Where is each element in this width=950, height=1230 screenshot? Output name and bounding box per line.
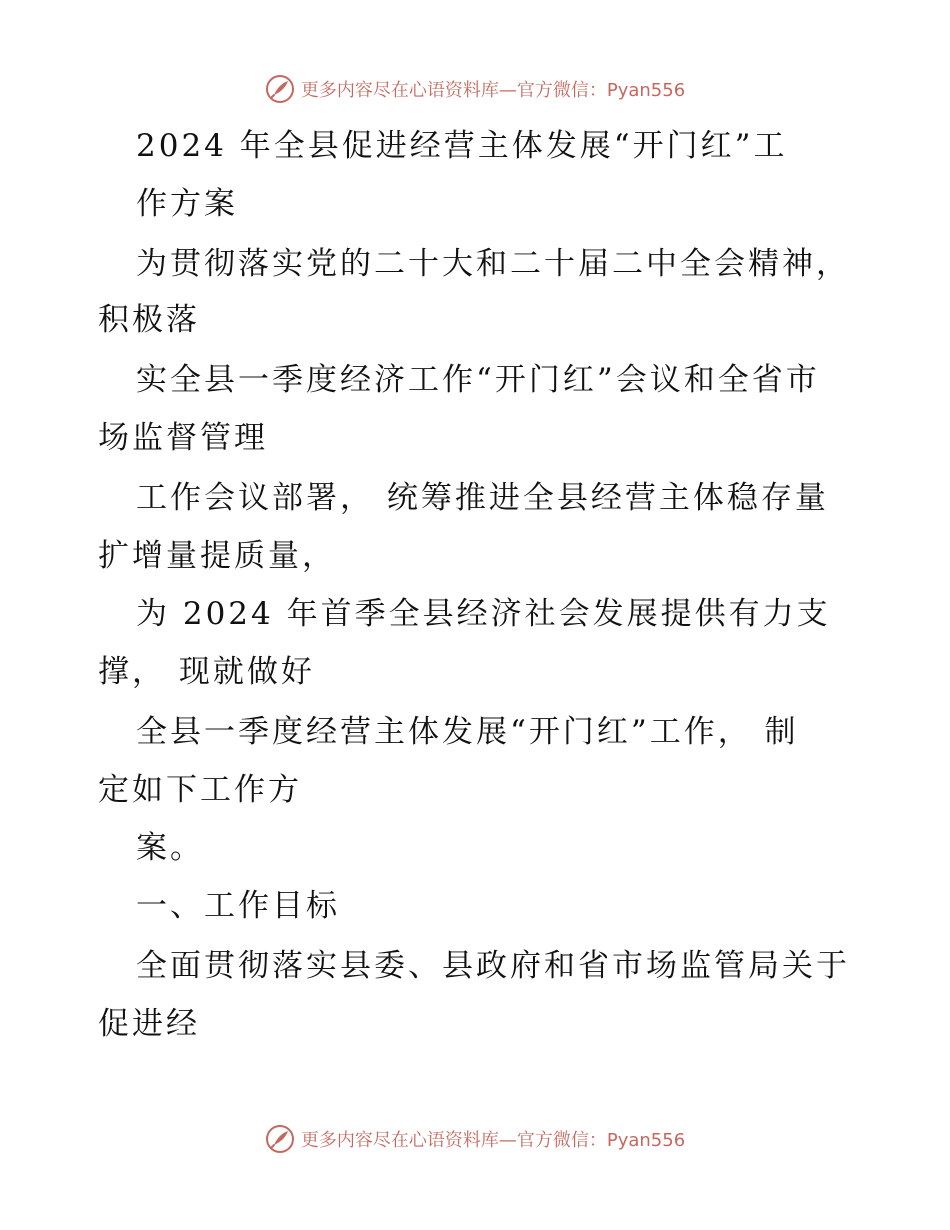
paragraph-line: 扩增量提质量， bbox=[98, 538, 336, 574]
paragraph-line: 工作会议部署， 统筹推进全县经营主体稳存量 bbox=[136, 480, 829, 516]
paragraph-line: 全面贯彻落实县委、县政府和省市场监管局关于 bbox=[136, 948, 850, 984]
watermark-footer bbox=[0, 1124, 950, 1154]
paragraph-line: 实全县一季度经济工作“开门红”会议和全省市 bbox=[136, 362, 820, 398]
paragraph-line: 场监督管理 bbox=[98, 420, 268, 456]
paragraph-line: 为贯彻落实党的二十大和二十届二中全会精神， bbox=[136, 246, 850, 282]
watermark-text: 更多内容尽在心语资料库—官方微信：Pyan556 bbox=[300, 1130, 686, 1151]
feather-pen-icon bbox=[265, 1124, 295, 1154]
watermark-text: 更多内容尽在心语资料库—官方微信：Pyan556 bbox=[300, 80, 686, 101]
section-heading: 一、工作目标 bbox=[136, 888, 340, 924]
title-line-2: 作方案 bbox=[136, 186, 238, 222]
paragraph-line: 案。 bbox=[136, 830, 204, 866]
paragraph-line: 积极落 bbox=[98, 302, 200, 338]
title-line-1: 2024 年全县促进经营主体发展“开门红”工 bbox=[136, 128, 788, 164]
paragraph-line: 为 2024 年首季全县经济社会发展提供有力支 bbox=[136, 596, 831, 632]
paragraph-line: 撑， 现就做好 bbox=[98, 654, 315, 690]
paragraph-line: 定如下工作方 bbox=[98, 772, 302, 808]
paragraph-line: 促进经 bbox=[98, 1006, 200, 1042]
paragraph-line: 全县一季度经营主体发展“开门红”工作， 制 bbox=[136, 714, 799, 750]
